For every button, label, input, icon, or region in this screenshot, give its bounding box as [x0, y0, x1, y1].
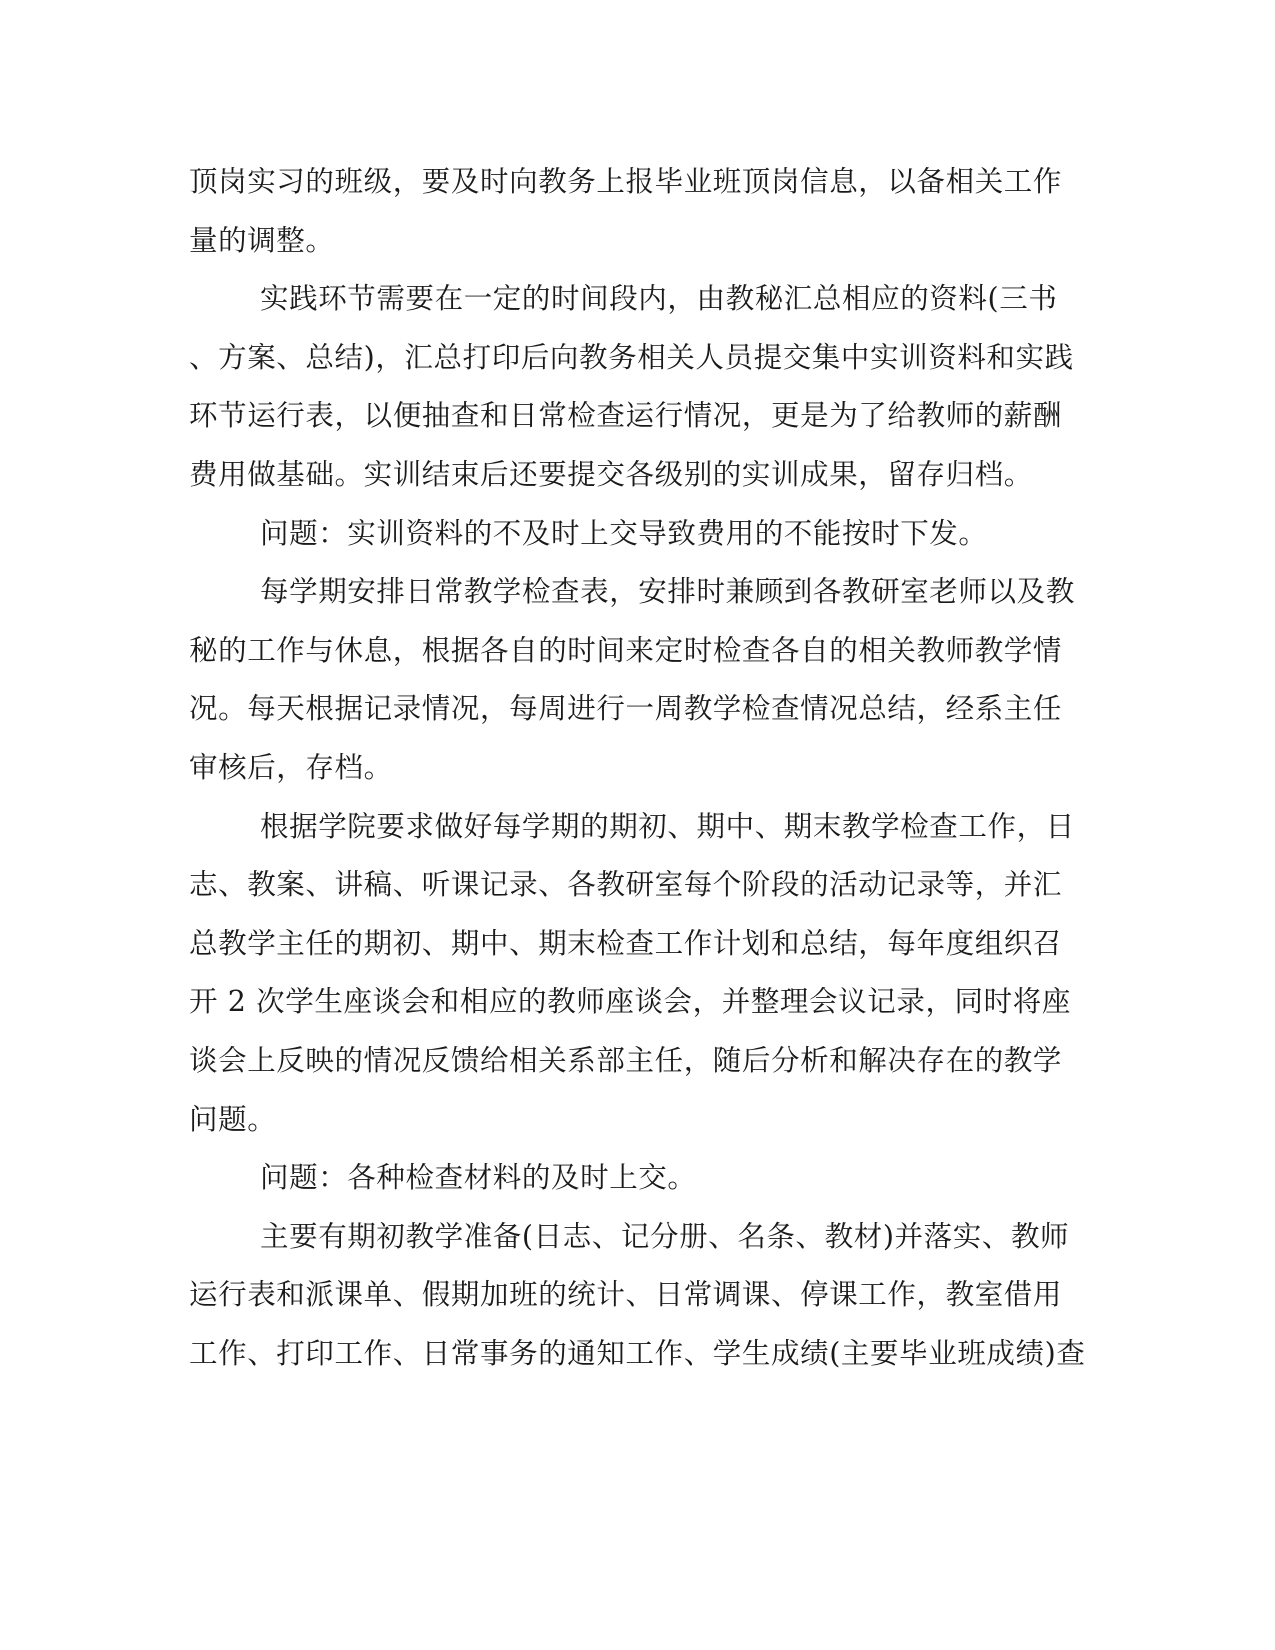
text-line-20: 运行表和派课单、假期加班的统计、日常调课、停课工作，教室借用 [189, 1278, 1063, 1311]
text-line-4: 、方案、总结)，汇总打印后向教务相关人员提交集中实训资料和实践 [189, 341, 1074, 374]
text-line-11: 审核后，存档。 [189, 751, 393, 784]
text-line-17: 问题。 [189, 1103, 277, 1136]
text-line-12: 根据学院要求做好每学期的期初、期中、期末教学检查工作，日 [260, 810, 1075, 843]
text-line-21: 工作、打印工作、日常事务的通知工作、学生成绩(主要毕业班成绩)查 [189, 1337, 1086, 1370]
text-line-16: 谈会上反映的情况反馈给相关系部主任，随后分析和解决存在的教学 [189, 1044, 1063, 1077]
text-line-13: 志、教案、讲稿、听课记录、各教研室每个阶段的活动记录等，并汇 [189, 868, 1063, 901]
text-line-1: 顶岗实习的班级，要及时向教务上报毕业班顶岗信息，以备相关工作 [189, 165, 1063, 198]
text-line-18: 问题：各种检查材料的及时上交。 [260, 1161, 697, 1194]
text-line-7: 问题：实训资料的不及时上交导致费用的不能按时下发。 [260, 517, 988, 550]
text-line-19: 主要有期初教学准备(日志、记分册、名条、教材)并落实、教师 [260, 1220, 1070, 1253]
text-line-3: 实践环节需要在一定的时间段内，由教秘汇总相应的资料(三书 [260, 282, 1058, 315]
text-line-6: 费用做基础。实训结束后还要提交各级别的实训成果，留存归档。 [189, 458, 1033, 491]
text-line-10: 况。每天根据记录情况，每周进行一周教学检查情况总结，经系主任 [189, 692, 1063, 725]
text-line-2: 量的调整。 [189, 224, 335, 257]
text-line-9: 秘的工作与休息，根据各自的时间来定时检查各自的相关教师教学情 [189, 634, 1063, 667]
text-line-14: 总教学主任的期初、期中、期末检查工作计划和总结，每年度组织召 [189, 927, 1063, 960]
text-line-5: 环节运行表，以便抽查和日常检查运行情况，更是为了给教师的薪酬 [189, 399, 1063, 432]
text-line-8: 每学期安排日常教学检查表，安排时兼顾到各教研室老师以及教 [260, 575, 1075, 608]
text-line-15: 开 2 次学生座谈会和相应的教师座谈会，并整理会议记录，同时将座 [189, 985, 1071, 1018]
